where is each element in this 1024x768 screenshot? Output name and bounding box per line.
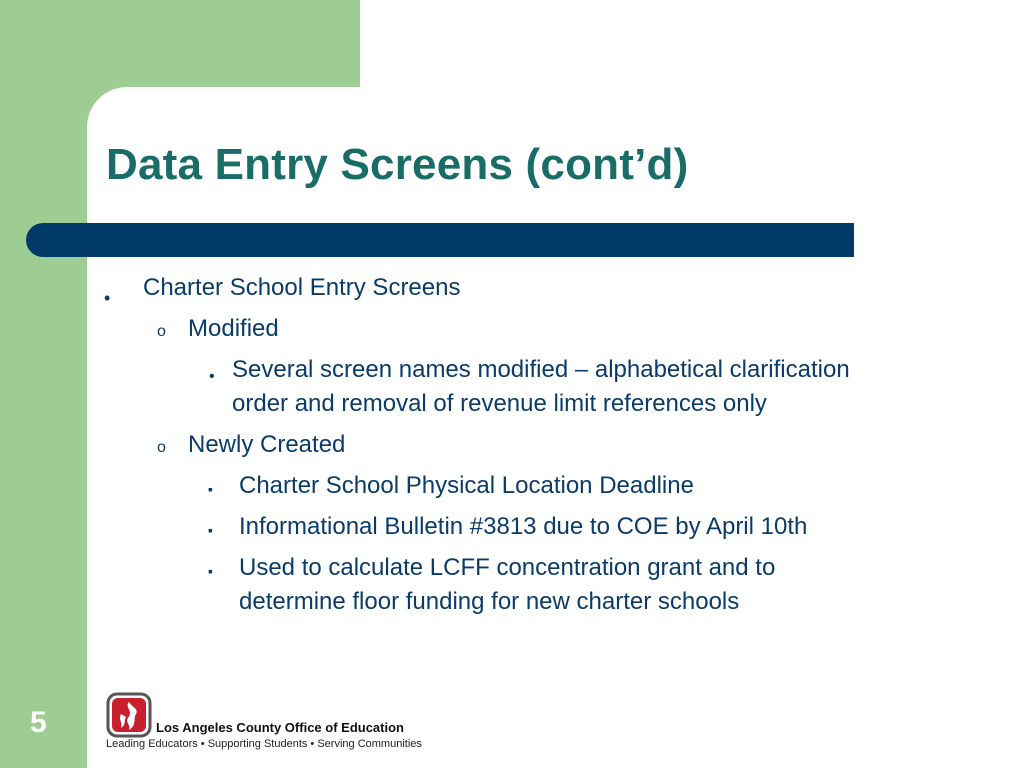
bullet-modified-detail-line1: Several screen names modified – alphabetical clarification	[232, 356, 850, 383]
square-bullet-icon: ▪	[208, 563, 213, 579]
bullet-modified-detail-line2: order and removal of revenue limit references only	[232, 390, 767, 417]
logo-tagline: Leading Educators • Supporting Students • Serving Communities	[106, 738, 422, 750]
lacoe-flame-logo-icon	[106, 692, 152, 744]
bullet-informational-bulletin: Informational Bulletin #3813 due to COE by April 10th	[239, 513, 808, 540]
bullet-physical-location-deadline: Charter School Physical Location Deadline	[239, 472, 694, 499]
lacoe-logo	[104, 690, 422, 754]
bullet-circle-icon: o	[157, 323, 166, 340]
bullet-circle-icon: o	[157, 439, 166, 456]
bullet-dot-icon: •	[104, 288, 111, 308]
bullet-charter-school-entry-screens: Charter School Entry Screens	[143, 274, 461, 301]
bullet-lcff-line2: determine floor funding for new charter schools	[239, 588, 740, 615]
slide-title: Data Entry Screens (cont’d)	[106, 140, 689, 189]
bullet-dot-icon: •	[209, 368, 215, 385]
bullet-lcff-line1: Used to calculate LCFF concentration grant and to	[239, 554, 776, 581]
page-number: 5	[30, 706, 47, 739]
bullet-modified: Modified	[188, 315, 279, 342]
square-bullet-icon: ▪	[208, 522, 213, 538]
title-divider-bar	[26, 223, 854, 257]
bullet-newly-created: Newly Created	[188, 431, 346, 458]
logo-organization-name: Los Angeles County Office of Education	[156, 720, 404, 735]
square-bullet-icon: ▪	[208, 481, 213, 497]
